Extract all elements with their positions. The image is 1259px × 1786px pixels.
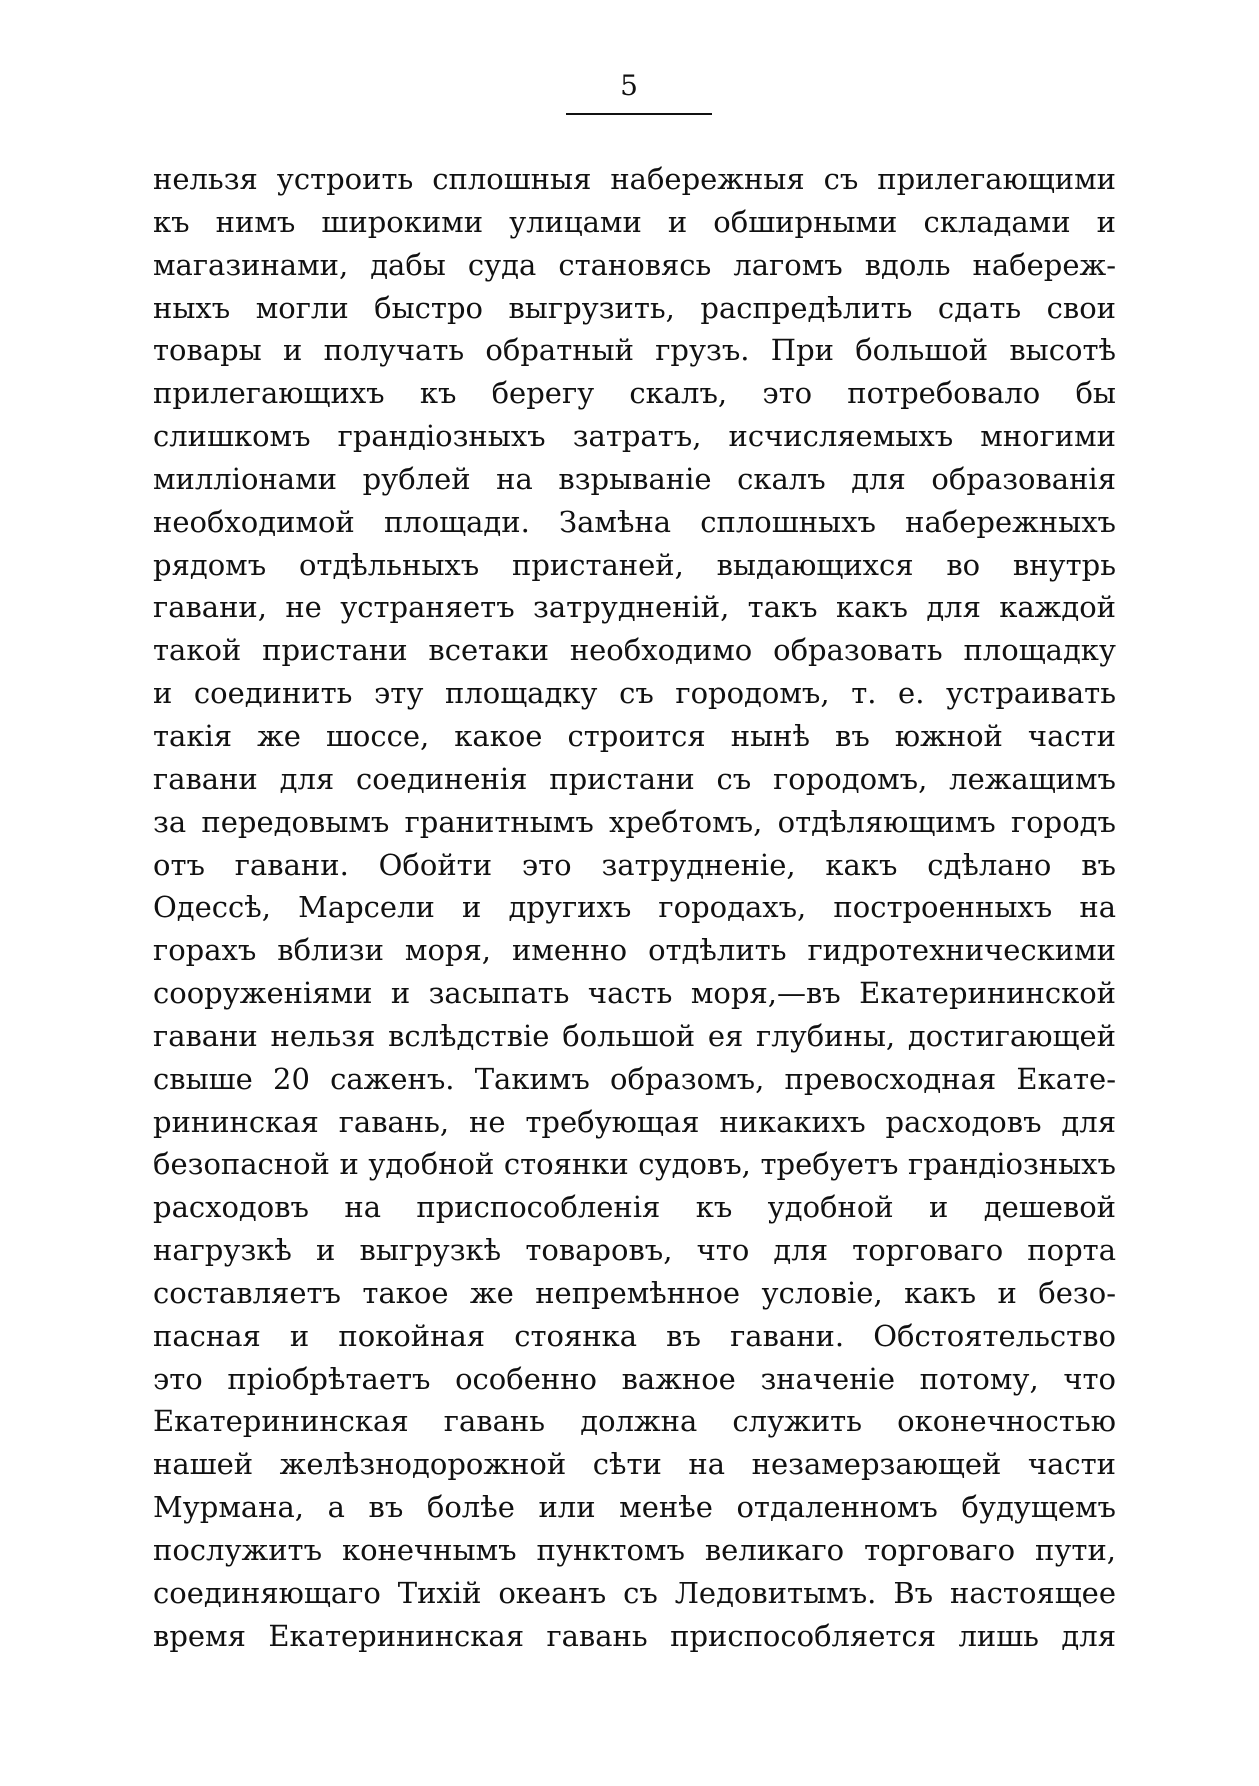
page-number: 5 [620, 69, 639, 102]
text-line: соединяющаго Тихій океанъ съ Ледовитымъ. Въ настоящее [153, 1575, 1116, 1610]
text-line: Мурмана, а въ болѣе или менѣе отдаленномъ будущемъ [153, 1490, 1116, 1525]
text-line: гавани нельзя вслѣдствіе большой ея глубины, достигающей [153, 1018, 1116, 1053]
text-line: милліонами рублей на взрываніе скалъ для образованія [153, 461, 1116, 496]
text-line: послужитъ конечнымъ пунктомъ великаго торговаго пути, [153, 1533, 1116, 1567]
text-line: гавани для соединенія пристани съ городомъ, лежащимъ [153, 761, 1116, 796]
text-line: гавани, не устраняетъ затрудненій, такъ какъ для каждой [153, 590, 1116, 625]
text-line: магазинами, дабы суда становясь лагомъ вдоль набереж- [153, 247, 1116, 282]
text-line: Одессѣ, Марсели и другихъ городахъ, построенныхъ на [153, 890, 1116, 925]
text-line: отъ гавани. Обойти это затрудненіе, какъ сдѣлано въ [153, 847, 1116, 882]
text-line: время Екатерининская гавань приспособляется лишь для [153, 1618, 1116, 1653]
text-line: составляетъ такое же непремѣнное условіе, какъ и безо- [153, 1275, 1116, 1310]
text-line: слишкомъ грандіозныхъ затратъ, исчисляемыхъ многими [153, 419, 1116, 454]
text-line: за передовымъ гранитнымъ хребтомъ, отдѣляющимъ городъ [153, 804, 1116, 839]
page-number-rule [566, 113, 712, 115]
text-line: и соединить эту площадку съ городомъ, т. е. устраивать [153, 676, 1116, 711]
text-line: такія же шоссе, какое строится нынѣ въ южной части [153, 718, 1116, 753]
text-line: рядомъ отдѣльныхъ пристаней, выдающихся во внутрь [153, 547, 1116, 582]
text-line: Екатерининская гавань должна служить оконечностью [153, 1404, 1116, 1439]
text-line: нагрузкѣ и выгрузкѣ товаровъ, что для торговаго порта [153, 1233, 1116, 1268]
text-line: нельзя устроить сплошныя набережныя съ прилегающими [153, 162, 1116, 196]
text-line: свыше 20 саженъ. Такимъ образомъ, превосходная Екате- [153, 1061, 1116, 1096]
text-line: это пріобрѣтаетъ особенно важное значеніе потому, что [153, 1361, 1116, 1396]
text-line: безопасной и удобной стоянки судовъ, требуетъ грандіозныхъ [153, 1147, 1116, 1182]
text-line: такой пристани всетаки необходимо образовать площадку [153, 633, 1116, 668]
text-line: расходовъ на приспособленія къ удобной и дешевой [153, 1190, 1116, 1225]
text-line: къ нимъ широкими улицами и обширными складами и [153, 204, 1116, 239]
text-line: сооруженіями и засыпать часть моря,—въ Екатерининской [153, 976, 1116, 1011]
text-line: рининская гавань, не требующая никакихъ расходовъ для [153, 1104, 1116, 1139]
text-line: нашей желѣзнодорожной сѣти на незамерзающей части [153, 1447, 1116, 1482]
text-line: горахъ вблизи моря, именно отдѣлить гидротехническими [153, 933, 1116, 968]
text-line: необходимой площади. Замѣна сплошныхъ набережныхъ [153, 504, 1116, 539]
text-line: ныхъ могли быстро выгрузить, распредѣлить сдать свои [153, 290, 1116, 325]
text-line: пасная и покойная стоянка въ гавани. Обстоятельство [153, 1318, 1116, 1353]
text-line: прилегающихъ къ берегу скалъ, это потребовало бы [153, 376, 1116, 411]
body-text [153, 158, 1116, 1658]
text-line: товары и получать обратный грузъ. При большой высотѣ [153, 333, 1116, 368]
